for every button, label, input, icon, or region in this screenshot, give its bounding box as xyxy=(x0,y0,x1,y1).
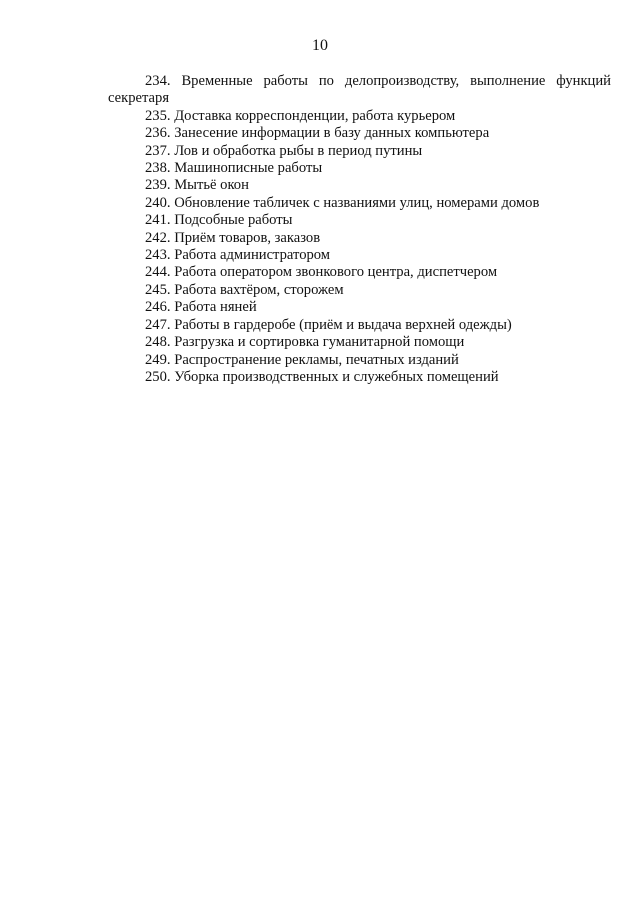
list-item xyxy=(108,317,611,334)
item-number: 234. xyxy=(145,73,171,89)
page-number: 10 xyxy=(312,37,328,54)
item-number: 240. xyxy=(145,194,171,211)
list-item xyxy=(108,264,611,281)
list-item xyxy=(108,247,611,264)
list-item xyxy=(108,73,611,108)
item-number: 241. xyxy=(145,212,171,229)
list-item xyxy=(108,125,611,142)
item-text: Разгрузка и сортировка гуманитарной помощи xyxy=(174,334,465,351)
item-text: Обновление табличек с названиями улиц, номерами домов xyxy=(174,194,540,211)
item-number: 248. xyxy=(145,334,171,351)
list-item xyxy=(108,195,611,212)
item-text: Работа администратором xyxy=(174,247,331,264)
list-item xyxy=(108,352,611,369)
item-number: 247. xyxy=(145,316,171,333)
item-number: 238. xyxy=(145,160,171,177)
item-number: 243. xyxy=(145,247,171,264)
item-number: 235. xyxy=(145,107,171,124)
item-text: Занесение информации в базу данных компьютера xyxy=(174,125,490,142)
item-text: Работа няней xyxy=(174,299,257,316)
work-list xyxy=(108,73,611,386)
list-item xyxy=(108,299,611,316)
list-item xyxy=(108,282,611,299)
list-item xyxy=(108,160,611,177)
item-text: Приём товаров, заказов xyxy=(174,229,321,246)
item-number: 250. xyxy=(145,368,171,385)
item-number: 244. xyxy=(145,264,171,281)
list-item xyxy=(108,369,611,386)
list-item xyxy=(108,230,611,247)
item-number: 245. xyxy=(145,281,171,298)
list-item xyxy=(108,108,611,125)
item-number: 249. xyxy=(145,351,171,368)
list-item xyxy=(108,143,611,160)
item-text: Работа вахтёром, сторожем xyxy=(174,281,344,298)
item-text: Доставка корреспонденции, работа курьером xyxy=(174,107,456,124)
item-text: Лов и обработка рыбы в период путины xyxy=(174,142,423,159)
item-number: 236. xyxy=(145,125,171,142)
item-text: Временные работы по делопроизводству, выполнение функций секретаря xyxy=(108,73,611,107)
item-text: Машинописные работы xyxy=(174,160,323,177)
list-item xyxy=(108,177,611,194)
item-text: Подсобные работы xyxy=(174,212,293,229)
item-number: 237. xyxy=(145,142,171,159)
list-item xyxy=(108,334,611,351)
item-text: Мытьё окон xyxy=(174,177,249,194)
item-number: 242. xyxy=(145,229,171,246)
item-text: Работы в гардеробе (приём и выдача верхней одежды) xyxy=(174,316,512,333)
item-number: 246. xyxy=(145,299,171,316)
item-text: Работа оператором звонкового центра, диспетчером xyxy=(174,264,498,281)
item-number: 239. xyxy=(145,177,171,194)
list-item xyxy=(108,212,611,229)
item-text: Распространение рекламы, печатных изданий xyxy=(174,351,459,368)
item-text: Уборка производственных и служебных помещений xyxy=(174,368,499,385)
